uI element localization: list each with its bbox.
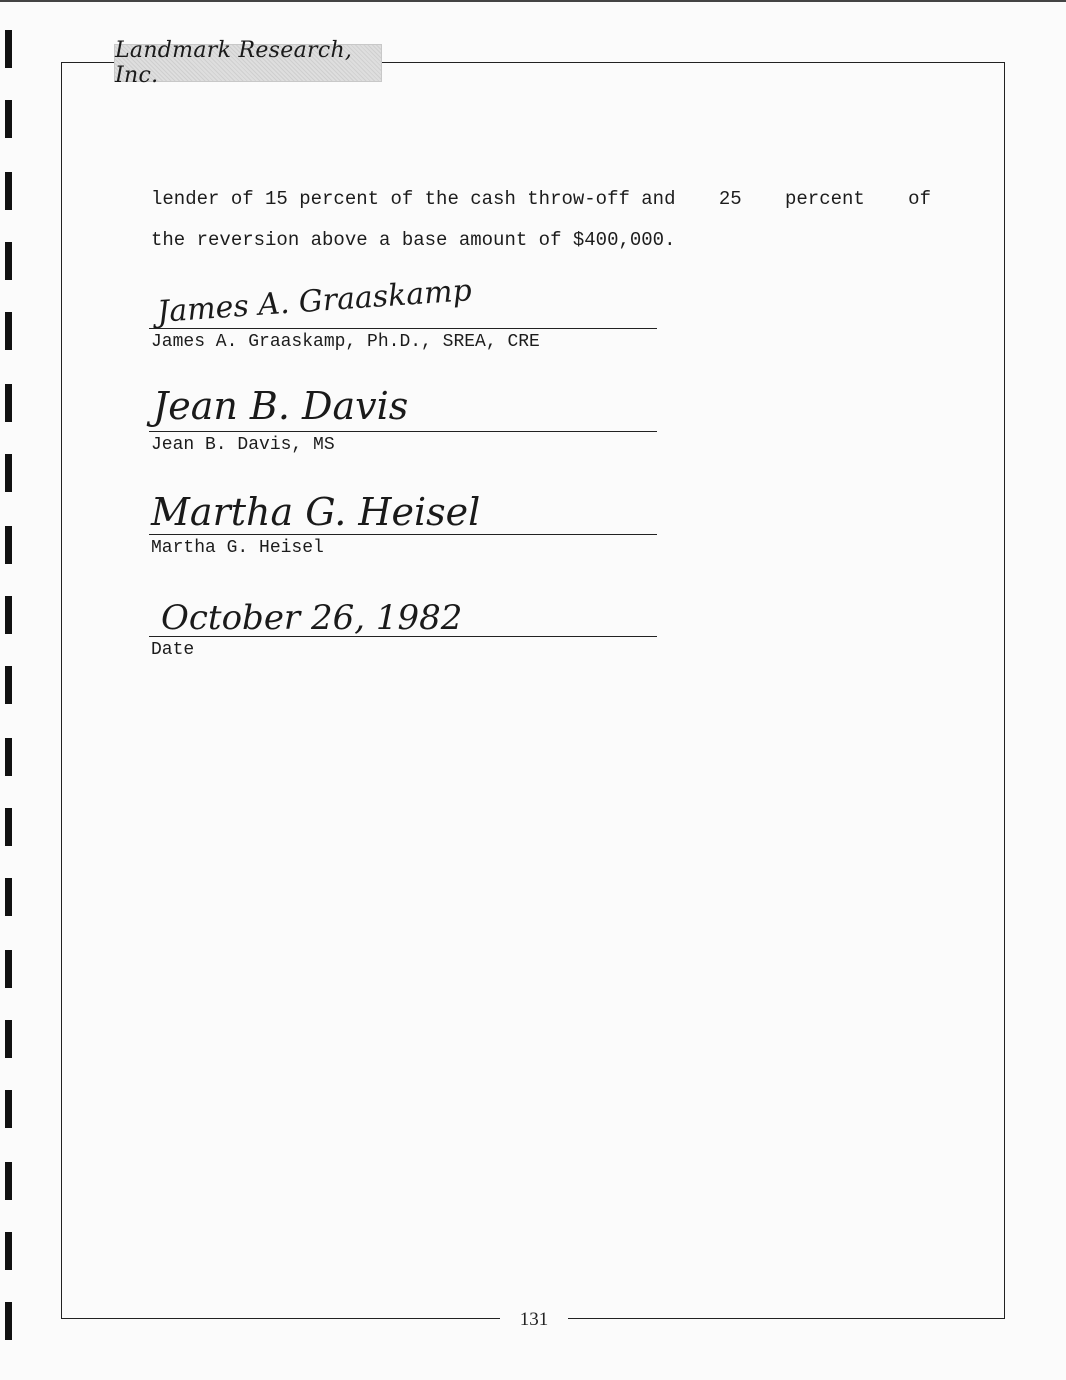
handwritten-signature: James A. Graaskamp xyxy=(156,273,473,330)
signature-block-heisel xyxy=(149,482,659,582)
binder-mark xyxy=(5,808,12,846)
letterhead-text: Landmark Research, Inc. xyxy=(115,38,353,88)
binder-mark xyxy=(5,878,12,916)
binder-mark xyxy=(5,1162,12,1200)
signature-block-graaskamp xyxy=(149,270,659,380)
binder-mark xyxy=(5,172,12,210)
binder-mark xyxy=(5,1090,12,1128)
date-block xyxy=(149,588,659,678)
binder-mark xyxy=(5,526,12,564)
binder-mark xyxy=(5,596,12,634)
handwritten-signature: Jean B. Davis xyxy=(153,384,409,428)
page-top-edge xyxy=(0,0,1066,2)
signature-block-davis xyxy=(149,378,659,478)
body-text-line-1 xyxy=(151,187,931,211)
signature-line xyxy=(149,328,657,329)
binder-mark xyxy=(5,312,12,350)
binder-mark xyxy=(5,1302,12,1340)
binder-mark xyxy=(5,738,12,776)
page-number: 131 xyxy=(519,1309,549,1330)
signature-line xyxy=(149,431,657,432)
binder-mark xyxy=(5,384,12,422)
body-text-segment: of xyxy=(908,188,931,210)
date-line xyxy=(149,636,657,637)
body-text-segment: 25 xyxy=(718,188,742,210)
binder-mark xyxy=(5,30,12,68)
body-text-segment: lender of 15 percent of the cash throw-off and xyxy=(151,188,676,210)
binder-mark xyxy=(5,242,12,280)
handwritten-signature: Martha G. Heisel xyxy=(151,490,481,534)
binder-mark xyxy=(5,454,12,492)
signature-label: Martha G. Heisel xyxy=(151,538,324,558)
signature-line xyxy=(149,534,657,535)
binder-mark xyxy=(5,100,12,138)
body-text-segment: percent xyxy=(785,188,865,210)
page-number-container xyxy=(500,1306,568,1334)
letterhead-logo xyxy=(114,38,382,88)
binder-mark xyxy=(5,666,12,704)
binder-mark xyxy=(5,950,12,988)
body-text-line-2: the reversion above a base amount of $400,000. xyxy=(151,229,676,251)
signature-label: James A. Graaskamp, Ph.D., SREA, CRE xyxy=(151,332,540,352)
binder-punch-marks xyxy=(0,0,20,1380)
handwritten-date: October 26, 1982 xyxy=(161,598,463,638)
binder-mark xyxy=(5,1020,12,1058)
signature-label: Jean B. Davis, MS xyxy=(151,435,335,455)
date-label: Date xyxy=(151,640,195,660)
binder-mark xyxy=(5,1232,12,1270)
